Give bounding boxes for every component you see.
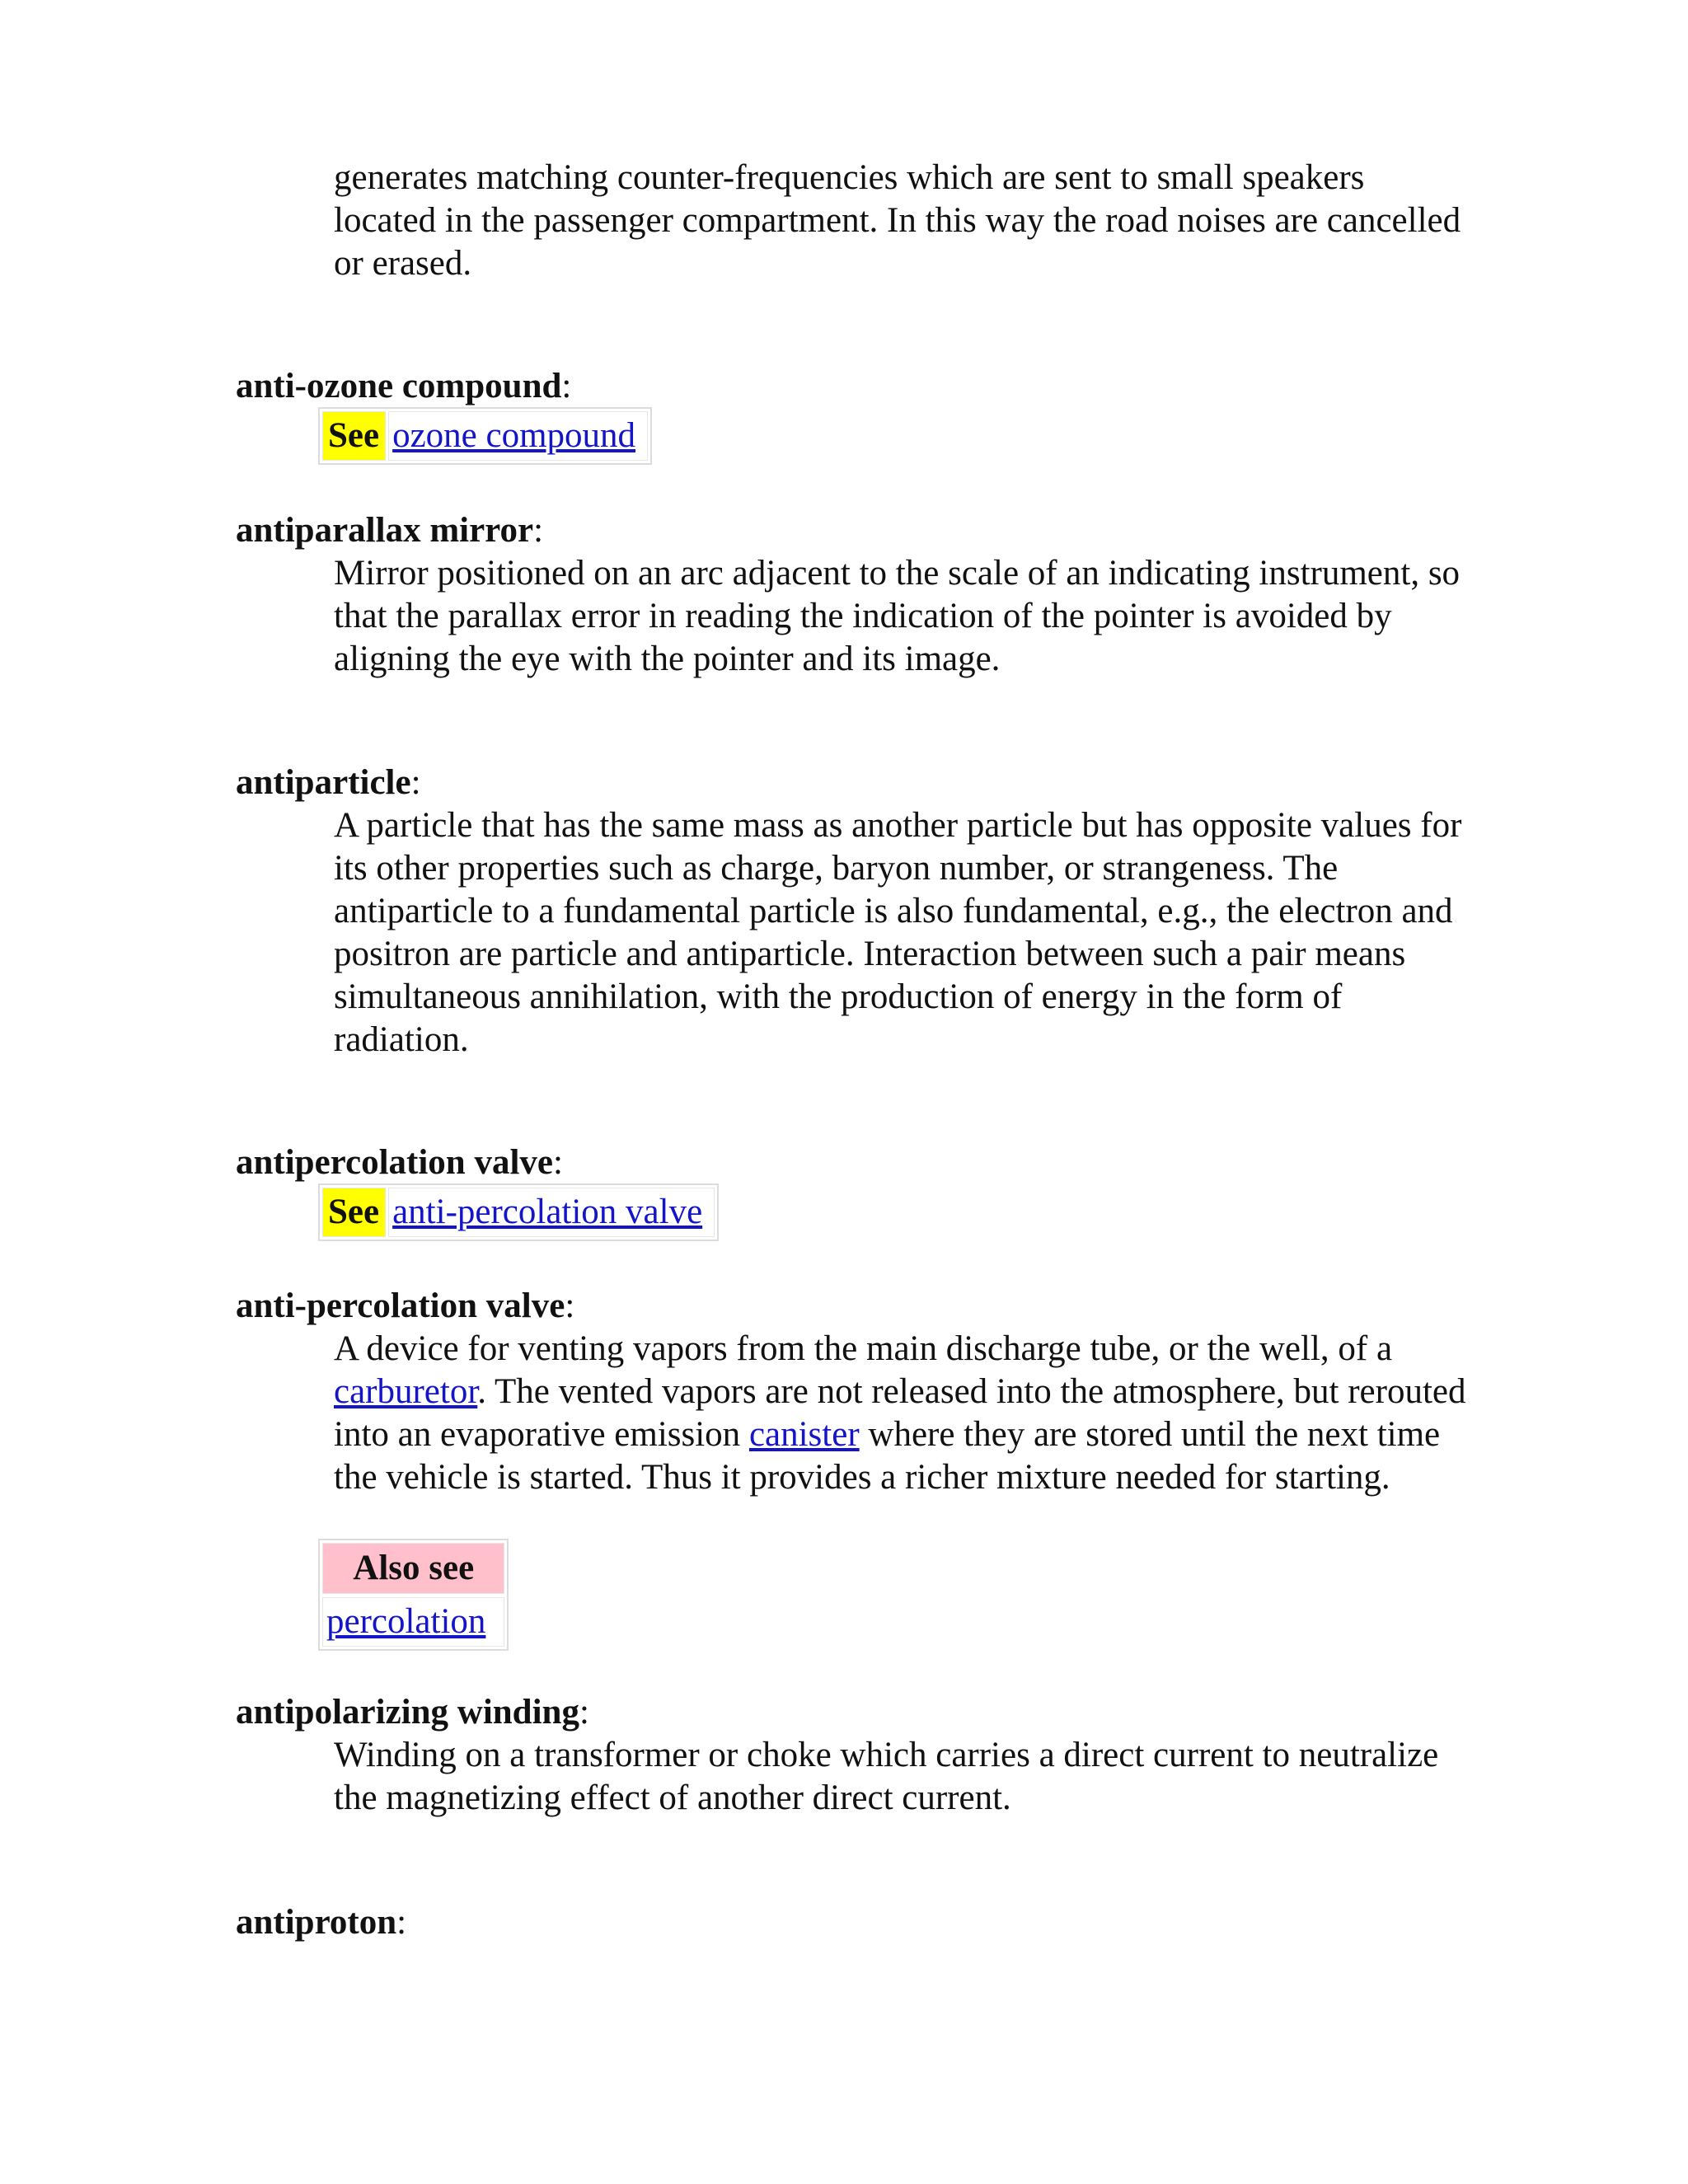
definition-text: . The vented vapors are not released into the atmosphere, but rerouted into an evaporative emission [334,1372,1466,1454]
term-heading: antiproton [236,1903,397,1942]
term-heading: antiparallax mirror [236,511,534,550]
link-carburetor[interactable]: carburetor [334,1372,478,1411]
term-anti-percolation-valve [236,1285,574,1328]
also-see-box [318,1539,509,1651]
term-colon: : [579,1693,589,1732]
see-label: See [322,1188,386,1237]
see-box-anti-ozone [318,407,652,465]
definition-antipolarizing-winding: Winding on a transformer or choke which carries a direct current to neutralize the magnetizing effect of another direct current. [334,1736,1439,1817]
term-colon: : [410,763,421,802]
term-antipercolation-valve [236,1141,563,1184]
term-heading: anti-percolation valve [236,1286,565,1325]
intro-paragraph: generates matching counter-frequencies which are sent to small speakers located in the passenger compartment. In this way the road noises are cancelled or erased. [334,158,1461,283]
term-heading: antiparticle [236,763,411,802]
term-colon: : [565,1286,575,1325]
see-link-cell [388,411,648,461]
definition-antiparallax-mirror: Mirror positioned on an arc adjacent to the scale of an indicating instrument, so that the parallax error in reading the indication of the pointer is avoided by aligning the eye with the pointer and its image. [334,554,1461,678]
term-antiproton [236,1901,406,1944]
term-colon: : [561,367,572,405]
term-antipolarizing-winding [236,1691,589,1734]
see-link-cell [388,1188,715,1237]
definition-text: where they are stored until the next time the vehicle is started. Thus it provides a richer mixture needed for starting. [334,1415,1441,1497]
term-anti-ozone-compound [236,365,571,408]
link-anti-percolation-valve[interactable]: anti-percolation valve [392,1193,703,1231]
link-percolation[interactable]: percolation [326,1602,486,1641]
term-antiparallax-mirror [236,509,543,552]
term-colon: : [533,511,544,550]
see-label: See [322,411,386,461]
see-box-antipercolation [318,1183,719,1241]
also-see-label: Also see [322,1543,504,1594]
definition-anti-percolation-valve [334,1328,1471,1499]
term-heading: antipercolation valve [236,1143,553,1182]
definition-antiparticle: A particle that has the same mass as another particle but has opposite values for its other properties such as charge, baryon number, or strangeness. The antiparticle to a fundamental particle is also fundamental, e.g., the electron and positron are particle and antiparticle. Interaction between such a pair means simultaneous annihilation, with the production of energy in the form of radiation. [334,806,1462,1059]
link-ozone-compound[interactable]: ozone compound [392,416,636,455]
also-see-link-cell [322,1597,504,1647]
term-heading: anti-ozone compound [236,367,562,405]
definition-text: A device for venting vapors from the main discharge tube, or the well, of a [334,1329,1393,1368]
term-antiparticle [236,762,421,804]
term-colon: : [552,1143,563,1182]
term-colon: : [396,1903,407,1942]
term-heading: antipolarizing winding [236,1693,579,1732]
link-canister[interactable]: canister [748,1415,860,1454]
